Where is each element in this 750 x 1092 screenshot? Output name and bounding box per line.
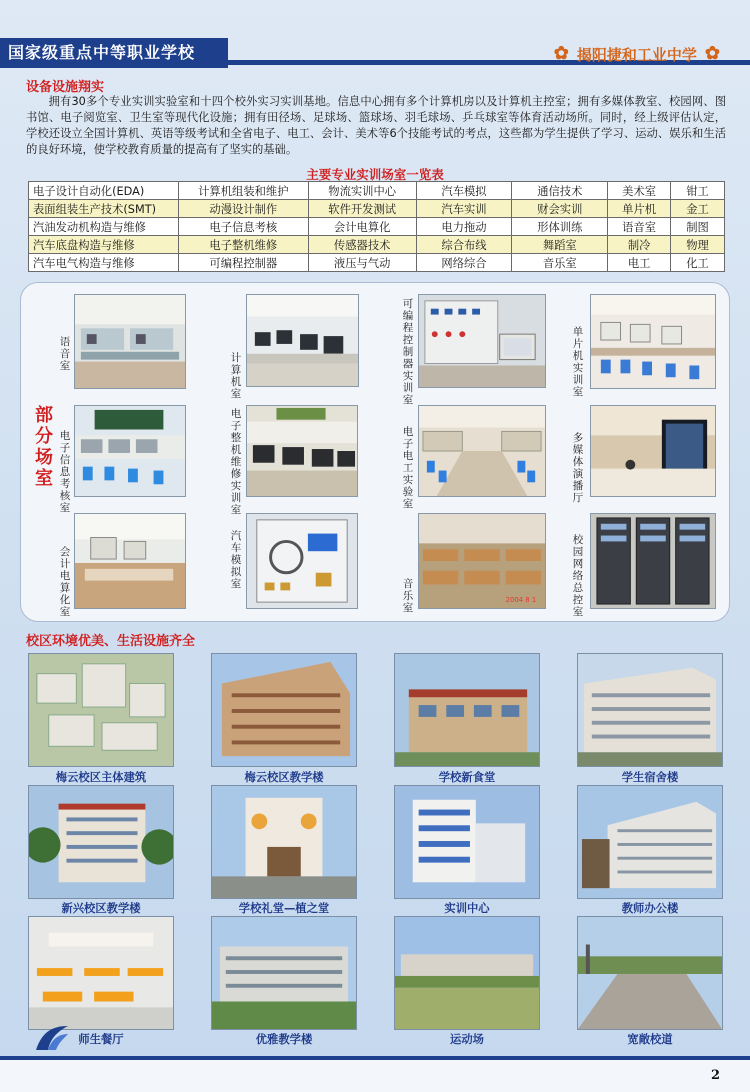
campus-photo (28, 653, 174, 767)
facilities-section-title: 设备设施翔实 (26, 80, 105, 95)
table-cell: 液压与气动 (308, 254, 416, 272)
table-cell: 制图 (671, 218, 725, 236)
footer-divider (0, 1056, 750, 1060)
campus-photo (28, 916, 174, 1030)
room-label: 多媒体演播厅 (572, 432, 584, 504)
mcu-lab-photo (590, 294, 716, 389)
course-table-title: 主要专业实训场室一览表 (306, 167, 444, 182)
school-name-banner (554, 42, 720, 66)
campus-photo (577, 916, 723, 1030)
room-label: 校园网络总控室 (572, 534, 584, 618)
campus-photo (577, 785, 723, 899)
table-cell: 化工 (671, 254, 725, 272)
table-cell: 软件开发测试 (308, 200, 416, 218)
campus-photo (394, 916, 540, 1030)
training-rooms-table (28, 181, 725, 272)
campus-photo (211, 785, 357, 899)
campus-photo (394, 653, 540, 767)
plc-lab-photo (418, 294, 546, 388)
table-row (29, 254, 725, 272)
table-cell: 舞蹈室 (512, 236, 608, 254)
computer-room-photo (246, 294, 359, 387)
table-cell: 电力拖动 (416, 218, 512, 236)
table-cell: 汽油发动机构造与维修 (29, 218, 179, 236)
table-cell: 汽车电气构造与维修 (29, 254, 179, 272)
room-label: 电子整机维修实训室 (230, 408, 242, 516)
campus-photo-caption: 师生餐厅 (78, 1033, 124, 1046)
table-cell: 物理 (671, 236, 725, 254)
facilities-intro-paragraph: 拥有30多个专业实训实验室和十四个校外实习实训基地。信息中心拥有多个计算机房以及计算机主控室；拥有多媒体教室、校园网、图书馆、电子阅览室、卫生室等现代化设施；拥有田径场、足球场、篮球场、羽毛球场、乒乓球室等体育活动场所。同时，经上级评估认定，学校还设立全国计算机、英语等级考试和全省电子、电工、会计、美术等6个技能考试的考点，这些都为学生提供了学习、运动、娱乐和生活的良好环境，使学校教育质量的提高有了坚实的基础。 (26, 95, 726, 156)
table-cell: 可编程控制器 (178, 254, 308, 272)
electrical-lab-photo (418, 405, 546, 497)
table-cell: 电工 (608, 254, 671, 272)
table-cell: 动漫设计制作 (178, 200, 308, 218)
campus-photo-caption: 梅云校区教学楼 (244, 771, 324, 784)
table-cell: 财会实训 (512, 200, 608, 218)
room-label: 汽车模拟室 (230, 530, 242, 590)
car-simulator-photo (246, 513, 358, 609)
table-cell: 通信技术 (512, 182, 608, 200)
table-cell: 钳工 (671, 182, 725, 200)
table-cell: 物流实训中心 (308, 182, 416, 200)
table-row (29, 218, 725, 236)
music-room-photo (418, 513, 546, 609)
room-label: 电子信息考核室 (59, 430, 71, 514)
table-cell: 电子信息考核 (178, 218, 308, 236)
table-cell: 金工 (671, 200, 725, 218)
room-label: 单片机实训室 (572, 326, 584, 398)
campus-photo-caption: 优雅教学楼 (255, 1033, 313, 1046)
table-cell: 网络综合 (416, 254, 512, 272)
campus-photo-caption: 学校新食堂 (438, 771, 496, 784)
campus-photo-caption: 梅云校区主体建筑 (55, 771, 147, 784)
campus-photo-caption: 学生宿舍楼 (621, 771, 679, 784)
facility-side-title: 部分场室 (35, 405, 53, 489)
table-cell: 电子整机维修 (178, 236, 308, 254)
table-row (29, 182, 725, 200)
campus-photo-caption: 宽敞校道 (627, 1033, 673, 1046)
table-cell: 汽车实训 (416, 200, 512, 218)
accounting-room-photo (74, 513, 186, 609)
campus-photo (211, 916, 357, 1030)
room-label: 可编程控制器实训室 (402, 298, 414, 406)
table-cell: 综合布线 (416, 236, 512, 254)
table-cell: 单片机 (608, 200, 671, 218)
brochure-header-title: 国家级重点中等职业学校 (0, 38, 228, 68)
table-cell: 形体训练 (512, 218, 608, 236)
flower-icon: ✿ (553, 43, 569, 64)
table-cell: 电子设计自动化(EDA) (29, 182, 179, 200)
room-label: 计算机室 (230, 352, 242, 400)
campus-section-title: 校区环境优美、生活设施齐全 (26, 634, 196, 649)
campus-photo-caption: 运动场 (450, 1033, 484, 1046)
table-cell: 传感器技术 (308, 236, 416, 254)
room-label: 语音室 (59, 336, 71, 372)
table-cell: 表面组装生产技术(SMT) (29, 200, 179, 218)
campus-photo (28, 785, 174, 899)
table-cell: 汽车底盘构造与维修 (29, 236, 179, 254)
school-logo-icon (34, 1024, 70, 1052)
table-cell: 美术室 (608, 182, 671, 200)
table-cell: 会计电算化 (308, 218, 416, 236)
campus-photo-caption: 新兴校区教学楼 (61, 902, 141, 915)
table-row (29, 200, 725, 218)
table-row (29, 236, 725, 254)
multimedia-studio-photo (590, 405, 716, 497)
school-name: 揭阳捷和工业中学 (576, 45, 697, 64)
network-control-room-photo (590, 513, 716, 609)
electronics-exam-room-photo (74, 405, 186, 497)
campus-photo (211, 653, 357, 767)
table-cell: 语音室 (608, 218, 671, 236)
campus-photo (577, 653, 723, 767)
campus-photo (394, 785, 540, 899)
table-cell: 制冷 (608, 236, 671, 254)
page-number: 2 (710, 1068, 720, 1083)
flower-icon: ✿ (704, 43, 720, 64)
room-label: 电子电工实验室 (402, 426, 414, 510)
campus-photo-caption: 教师办公楼 (621, 902, 679, 915)
table-cell: 音乐室 (512, 254, 608, 272)
table-cell: 计算机组装和维护 (178, 182, 308, 200)
campus-photo-caption: 实训中心 (444, 902, 490, 915)
room-label: 会计电算化室 (59, 546, 71, 618)
footer-bar (0, 1056, 750, 1092)
language-lab-photo (74, 294, 186, 389)
campus-photo-caption: 学校礼堂—植之堂 (238, 902, 330, 915)
table-cell: 汽车模拟 (416, 182, 512, 200)
electronics-repair-room-photo (246, 405, 358, 497)
photo-date-stamp: 2004 8 1 (505, 596, 537, 605)
room-label: 音乐室 (402, 578, 414, 614)
